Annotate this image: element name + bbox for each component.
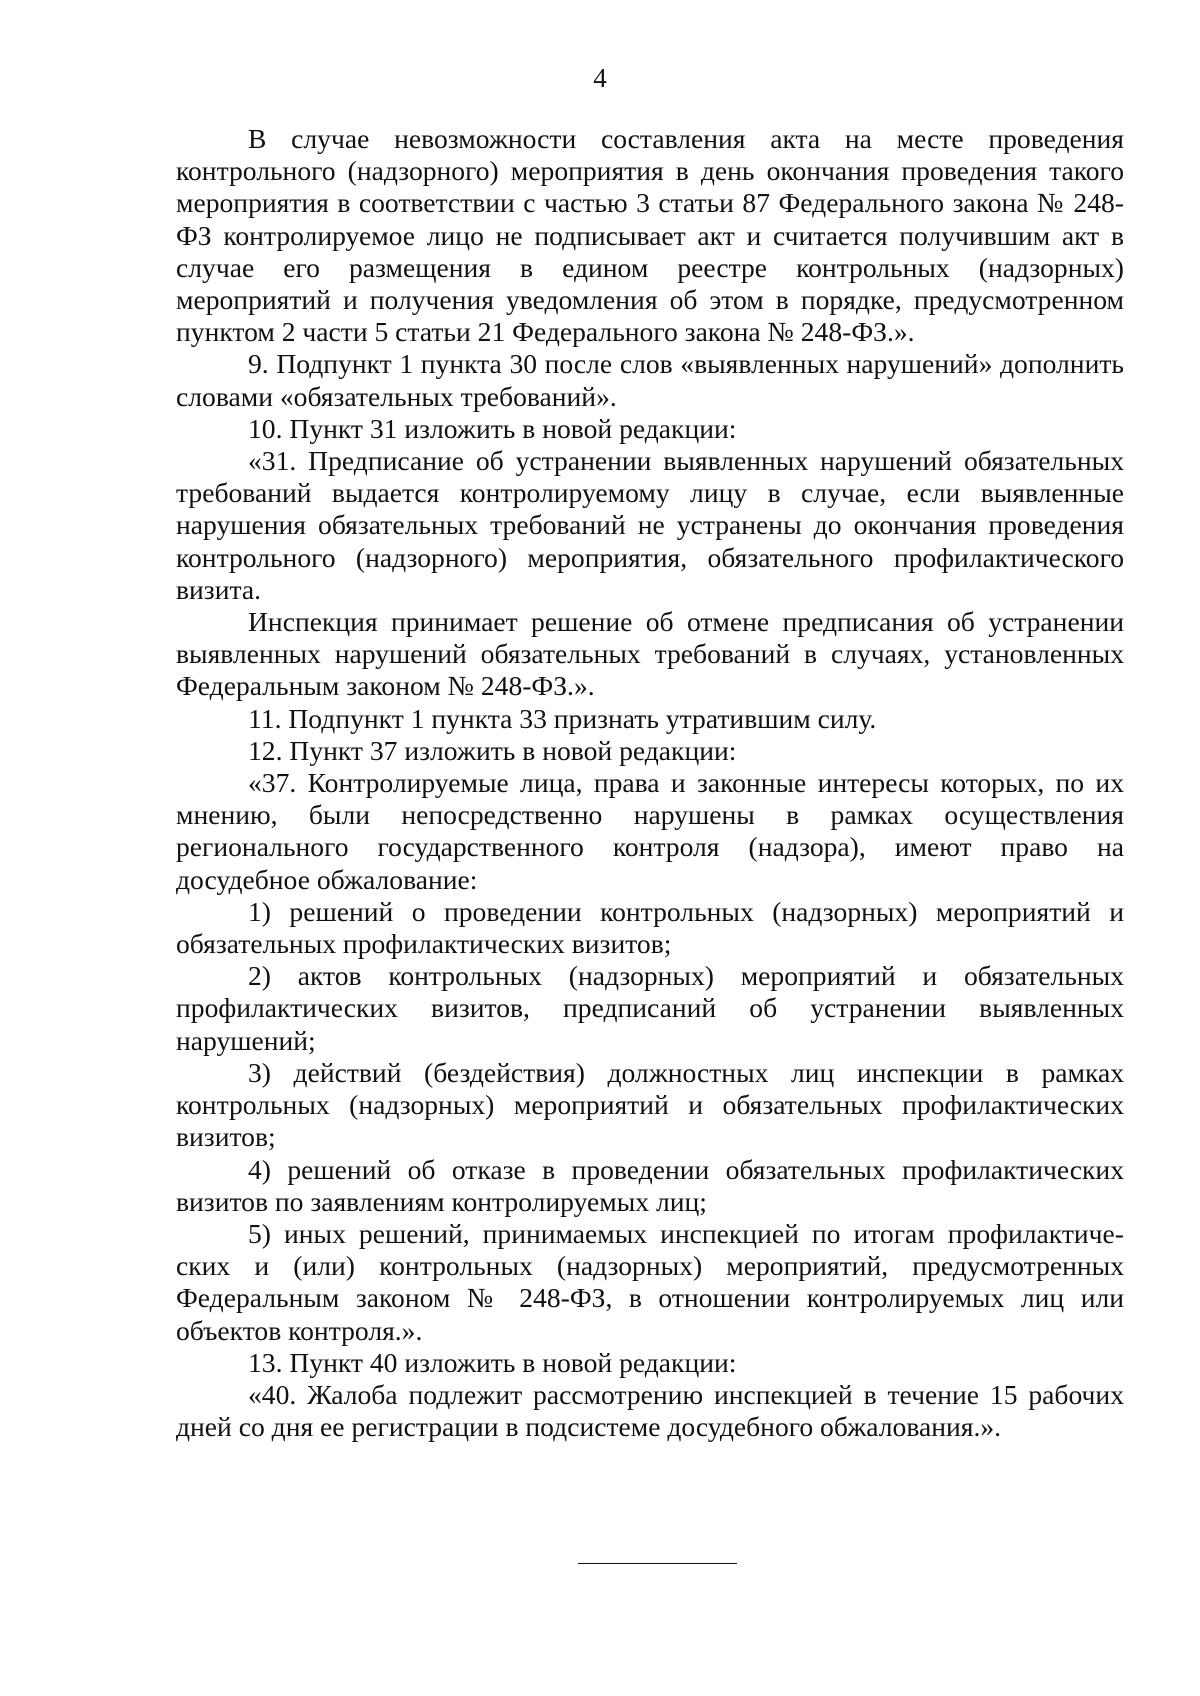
page-number: 4	[593, 63, 607, 93]
list-item-1: 1) решений о проведении контрольных (надзорных) мероприятий и обязательных профилактических визитов;	[176, 895, 1124, 960]
paragraph-item-11: 11. Подпункт 1 пункта 33 признать утратившим силу.	[248, 702, 877, 734]
paragraph-clause-37: «37. Контролируемые лица, права и законные интересы которых, по их мнению, были непосредственно нарушены в рамках осуществления регионального государственного контроля (надзора), имеют право на досудебное обжалование:	[176, 767, 1124, 895]
closing-divider	[578, 1563, 737, 1564]
paragraph-item-10: 10. Пункт 31 изложить в новой редакции:	[248, 412, 737, 444]
list-item-4: 4) решений об отказе в проведении обязательных профилактических визитов по заявлениям контролируемых лиц;	[176, 1153, 1124, 1217]
paragraph-clause-40: «40. Жалоба подлежит рассмотрению инспекцией в течение 15 рабочих дней со дня ее регистрации в подсистеме досудебного обжалования.».	[176, 1378, 1124, 1443]
paragraph-act-signing: В случае невозможности составления акта на месте проведения контрольного (надзорного) мероприятия в день окончания проведения такого мероприятия в соответствии с частью 3 статьи 87 Федерального закона № 248-ФЗ контролируемое лицо не подписывает акт и считается получившим акт в случае его размещения в едином реестре контрольных (надзорных) мероприятий и получения уведомления об этом в порядке, предусмотренном пунктом 2 части 5 статьи 21 Федерального закона № 248-ФЗ.».	[176, 123, 1124, 348]
paragraph-clause-31: «31. Предписание об устранении выявленных нарушений обязательных требований выдается контролируемому лицу в случае, если выявленные нарушения обязательных требований не устранены до окончания проведения контрольного (надзорного) мероприятия, обязательного профилактического визита.	[176, 445, 1124, 605]
list-item-5: 5) иных решений, принимаемых инспекцией по итогам профилактических и (или) контрольных (надзорных) мероприятий, предусмотренных Федеральным законом № 248-ФЗ, в отношении контролируемых лиц или объектов контроля.».	[176, 1217, 1124, 1346]
list-item-3: 3) действий (бездействия) должностных лиц инспекции в рамках контрольных (надзорных) мероприятий и обязательных профилактических визитов;	[176, 1056, 1124, 1153]
paragraph-item-12: 12. Пункт 37 изложить в новой редакции:	[248, 734, 737, 766]
list-item-2: 2) актов контрольных (надзорных) мероприятий и обязательных профилактических визитов, предписаний об устранении выявленных нарушений;	[176, 960, 1124, 1056]
paragraph-item-9: 9. Подпункт 1 пункта 30 после слов «выявленных нарушений» дополнить словами «обязательных требований».	[176, 348, 1124, 412]
document-body	[176, 123, 1124, 1443]
paragraph-item-13: 13. Пункт 40 изложить в новой редакции:	[248, 1346, 737, 1378]
paragraph-clause-31-inspection: Инспекция принимает решение об отмене предписания об устранении выявленных нарушений обязательных требований в случаях, установленных Федеральным законом № 248-ФЗ.».	[176, 606, 1124, 702]
